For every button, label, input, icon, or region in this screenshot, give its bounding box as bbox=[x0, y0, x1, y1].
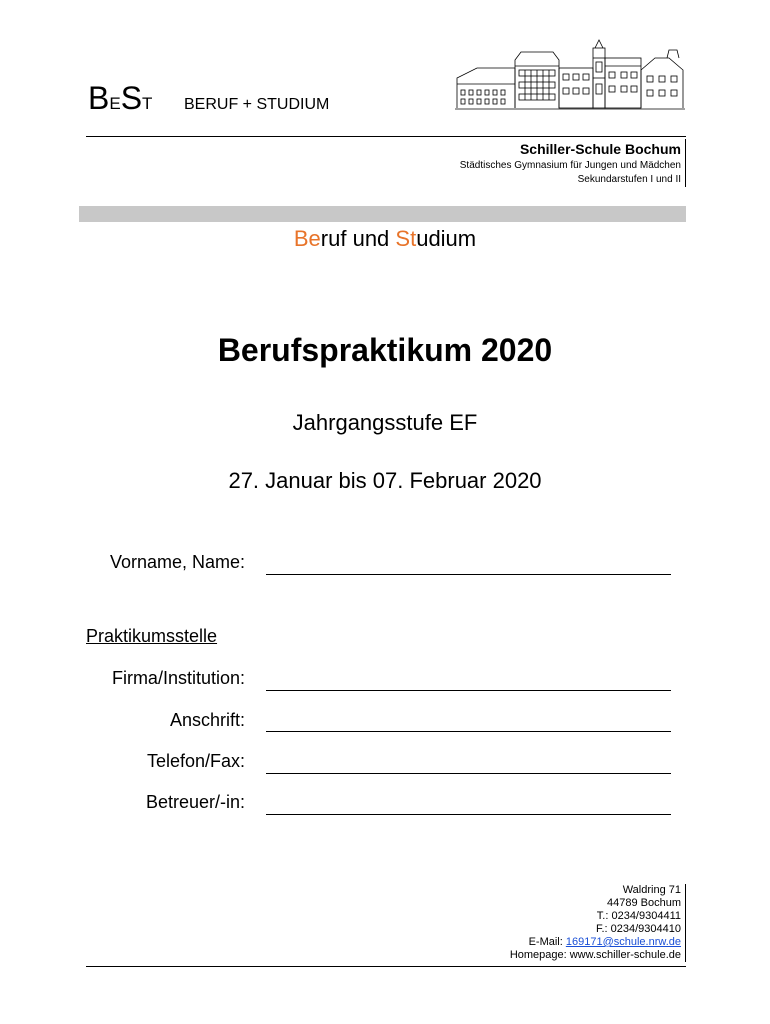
header-rule bbox=[86, 136, 686, 137]
address-label: Anschrift: bbox=[169, 710, 245, 730]
homepage: Homepage: www.schiller-schule.de bbox=[509, 949, 681, 961]
school-type: Städtisches Gymnasium für Jungen und Mädchen bbox=[459, 160, 681, 171]
contact-block bbox=[510, 884, 686, 962]
street: Waldring 71 bbox=[622, 884, 681, 896]
school-levels: Sekundarstufen I und II bbox=[577, 174, 681, 185]
phone-field[interactable] bbox=[266, 773, 671, 774]
company-label: Firma/Institution: bbox=[111, 668, 245, 688]
program-heading: Beruf und Studium bbox=[293, 226, 477, 251]
footer-rule bbox=[86, 966, 686, 967]
school-info bbox=[460, 139, 686, 187]
grey-band bbox=[79, 206, 686, 222]
name-label: Vorname, Name: bbox=[109, 552, 245, 572]
school-building-drawing bbox=[455, 38, 687, 114]
phone: T.: 0234/9304411 bbox=[596, 910, 681, 922]
supervisor-field[interactable] bbox=[266, 814, 671, 815]
logo-tagline: BERUF + STUDIUM bbox=[184, 96, 330, 113]
city: 44789 Bochum bbox=[607, 897, 681, 909]
grade-level: Jahrgangsstufe EF bbox=[292, 410, 478, 435]
supervisor-label: Betreuer/-in: bbox=[145, 792, 245, 812]
document-title: Berufspraktikum 2020 bbox=[217, 332, 553, 368]
email-line: E-Mail: 169171@schule.nrw.de bbox=[528, 936, 681, 948]
email-link[interactable]: 169171@schule.nrw.de bbox=[565, 936, 681, 948]
address-field[interactable] bbox=[266, 731, 671, 732]
company-field[interactable] bbox=[266, 690, 671, 691]
date-range: 27. Januar bis 07. Februar 2020 bbox=[228, 468, 542, 493]
name-field[interactable] bbox=[266, 574, 671, 575]
phone-label: Telefon/Fax: bbox=[146, 751, 245, 771]
school-name: Schiller-Schule Bochum bbox=[519, 141, 681, 157]
best-logo: BEST bbox=[88, 80, 153, 116]
internship-section-heading: Praktikumsstelle bbox=[86, 626, 218, 646]
fax: F.: 0234/9304410 bbox=[595, 923, 681, 935]
